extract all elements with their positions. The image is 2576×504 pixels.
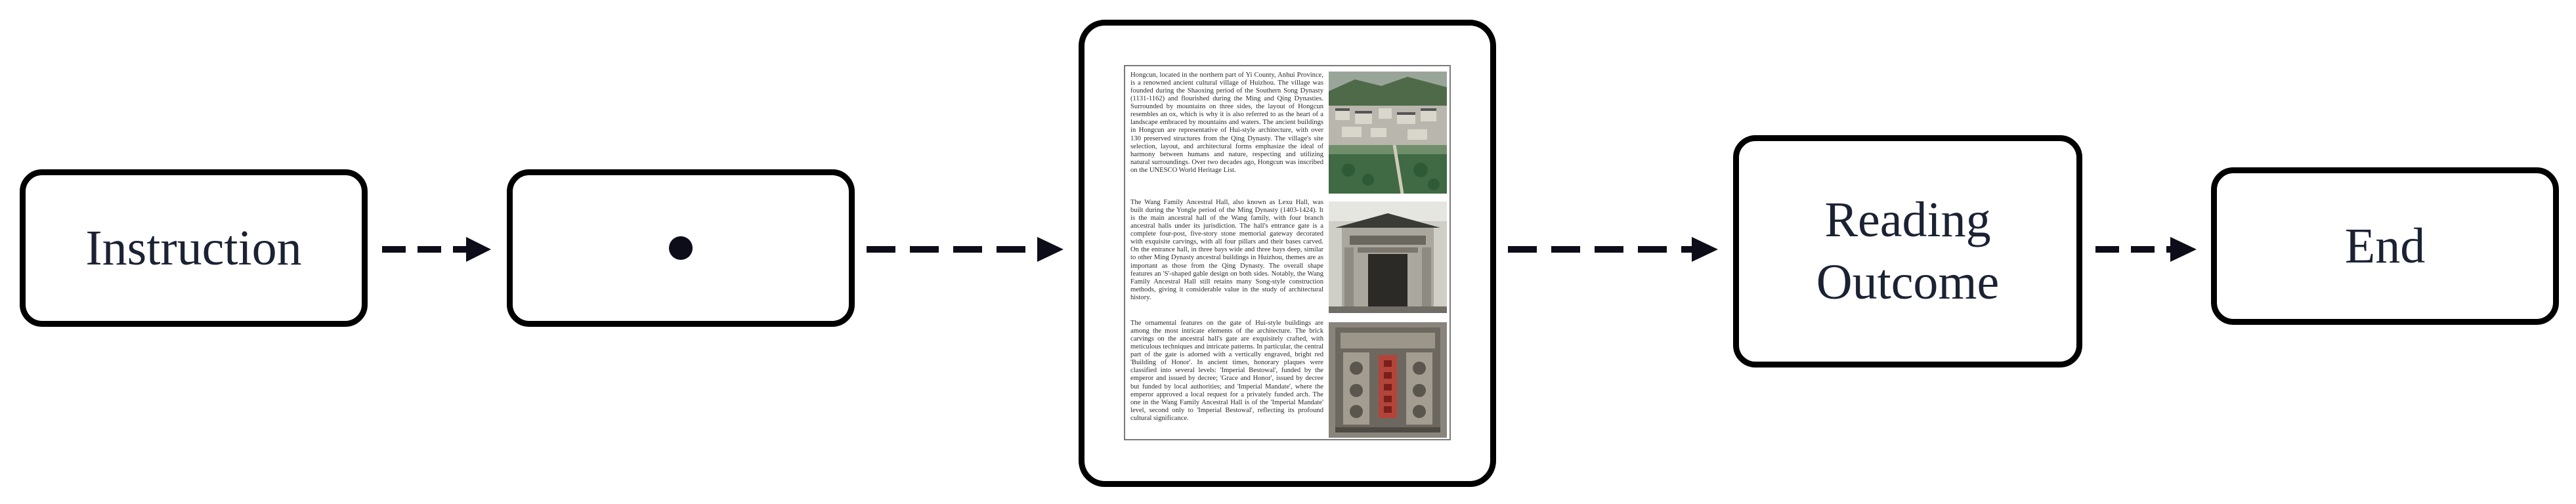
ancestral-hall-photo <box>1329 201 1447 313</box>
document-paragraph-1: Hongcun, located in the northern part of Yi County, Anhui Province, is a renowned ancient cultural village of Huizhou. The village was founded during the Shaoxing period of the Southern Song Dynasty (1131-1162) and flourished during the Ming and Qing Dynasties. Surrounded by mountains on three sides, the layout of Hongcun resembles an ox, which is why it is also referred to as the heart of a landscape embraced by mountains and waters. The ancient buildings in Hongcun are representative of Hui-style architecture, with over 130 preserved structures from the Qing Dynasty. The village's site selection, layout, and architectural forms emphasize the ideal of harmony between humans and nature, respecting and utilizing natural surroundings. Over two decades ago, Hongcun was inscribed on the UNESCO World Heritage List. <box>1130 72 1323 174</box>
instruction-step <box>20 169 368 327</box>
document-paragraph-3: The ornamental features on the gate of Hui-style buildings are among the most intricate elements of the architecture. The brick carvings on the ancestral hall's gate are exquisitely crafted, with meticulous techniques and intricate patterns. In particular, the central part of the gate is adorned with a vertically engraved, bright red 'Building of Honor'. In ancient times, honorary plaques were classified into several levels: 'Imperial Bestowal', funded by the emperor and issued by decree; 'Grace and Honor', issued by decree but funded by local authorities; and 'Imperial Mandate', where the emperor approved a local request for a privately funded arch. The one in the Wang Family Ancestral Hall is of the 'Imperial Mandate' level, second only to 'Imperial Bestowal', reflecting its profound cultural significance. <box>1130 320 1323 422</box>
end-step <box>2211 167 2559 325</box>
document-page <box>1124 65 1451 440</box>
reading-outcome-label: Reading Outcome <box>1816 192 2000 310</box>
reading-document-frame <box>1079 20 1496 487</box>
reading-outcome-step <box>1733 135 2082 368</box>
dashed-arrow-icon <box>1507 233 1730 266</box>
end-label: End <box>2344 218 2426 274</box>
fixation-dot-icon <box>669 236 693 260</box>
dashed-arrow-icon <box>865 233 1075 266</box>
dashed-arrow-icon <box>2094 233 2206 266</box>
document-paragraph-2: The Wang Family Ancestral Hall, also known as Lexu Hall, was built during the Yongle period of the Ming Dynasty (1403-1424). It is the main ancestral hall of the Wang family, with four branch ancestral halls under its jurisdiction. The hall's entrance gate is a complete four-post, five-story stone memorial gateway decorated with exquisite carvings, with all four pillars and their bases carved. On the entrance hall, in three bays wide and three bays deep, similar to other Ming Dynasty ancestral buildings in Huizhou, themes are as important as those from the Qing Dynasty. The overall shape features an 'S'-shaped gable design on both sides. Notably, the Wang Family Ancestral Hall still retains many Song-style construction methods, giving it considerable value in the study of architectural history. <box>1130 199 1323 301</box>
carved-gate-photo <box>1329 322 1447 438</box>
fixation-step <box>507 169 855 327</box>
instruction-label: Instruction <box>85 220 302 276</box>
village-photo <box>1329 72 1447 194</box>
dashed-arrow-icon <box>381 233 499 266</box>
